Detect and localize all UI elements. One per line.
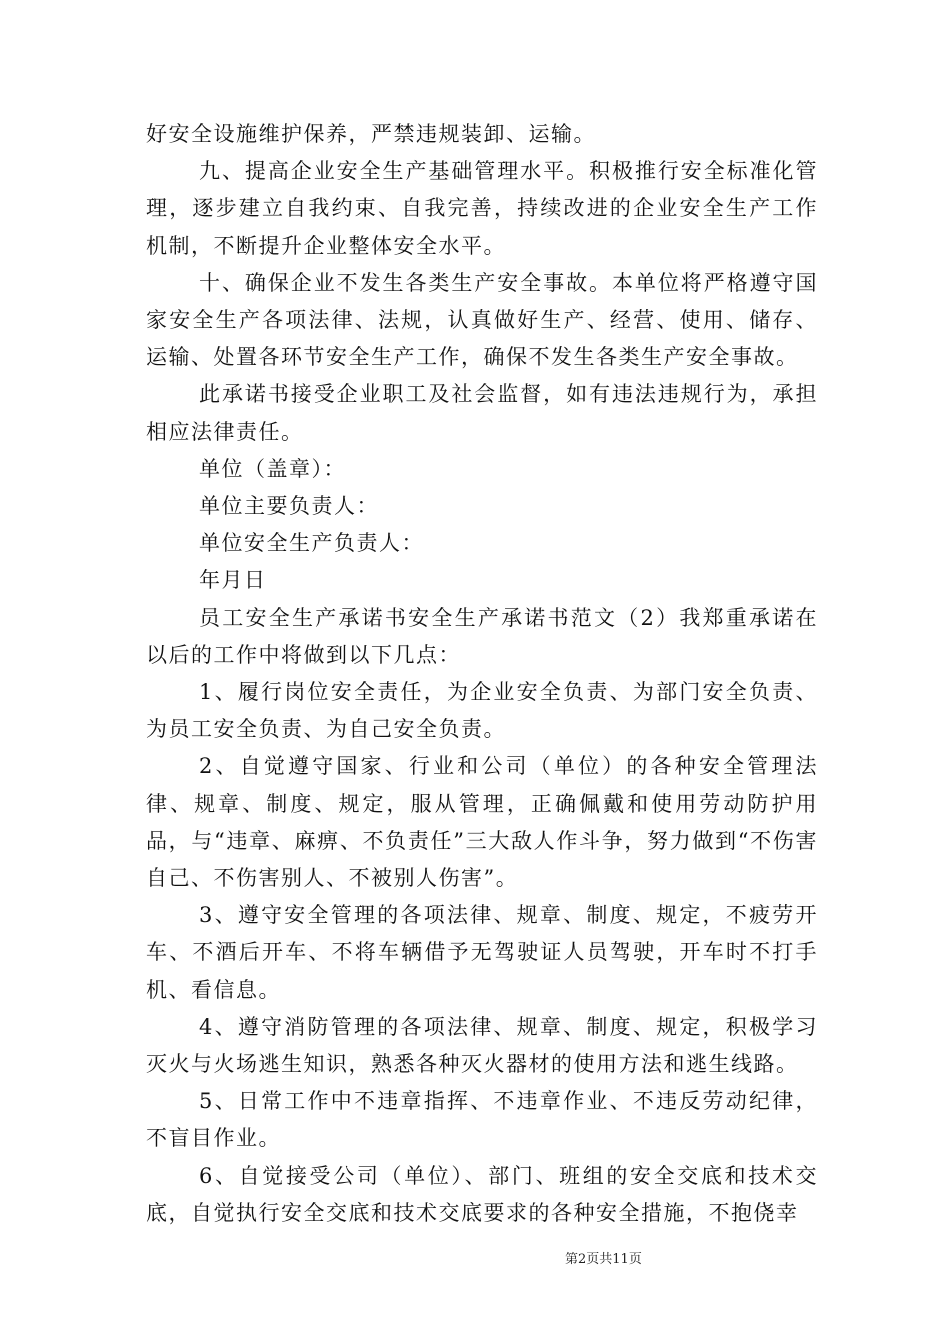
signature-unit-seal: 单位（盖章）： [199,456,346,481]
signature-principal: 单位主要负责人： [199,494,379,519]
paragraph-item-4: 4、遵守消防管理的各项法律、规章、制度、规定，积极学习灭火与火场逃生知识，熟悉各种灭火器材的使用方法和逃生线路。 [146,1014,818,1077]
signature-safety-principal: 单位安全生产负责人： [199,531,424,556]
paragraph-item-3: 3、遵守安全管理的各项法律、规章、制度、规定，不疲劳开车、不酒后开车、不将车辆借予无驾驶证人员驾驶，开车时不打手机、看信息。 [146,903,818,1002]
paragraph-4: 此承诺书接受企业职工及社会监督，如有违法违规行为，承担相应法律责任。 [146,382,818,444]
paragraph-item-1: 1、履行岗位安全责任，为企业安全负责、为部门安全负责、为员工安全负责、为自己安全负责。 [146,680,818,742]
paragraph-item-5: 5、日常工作中不违章指挥、不违章作业、不违反劳动纪律，不盲目作业。 [146,1089,818,1151]
paragraph-3: 十、确保企业不发生各类生产安全事故。本单位将严格遵守国家安全生产各项法律、法规，认真做好生产、经营、使用、储存、运输、处置各环节安全生产工作，确保不发生各类生产安全事故。 [146,270,818,370]
paragraph-1: 好安全设施维护保养，严禁违规装卸、运输。 [146,122,596,146]
signature-date: 年月日 [199,568,267,593]
page-number-footer: 第2页共11页 [565,1252,642,1267]
paragraph-item-6: 6、自觉接受公司（单位）、部门、班组的安全交底和技术交底，自觉执行安全交底和技术交底要求的各种安全措施，不抱侥幸 [146,1163,818,1225]
paragraph-item-2: 2、自觉遵守国家、行业和公司（单位）的各种安全管理法律、规章、制度、规定，服从管理，正确佩戴和使用劳动防护用品，与“违章、麻痹、不负责任”三大敌人作斗争，努力做到“不伤害自己、不伤害别人、不被别人伤害”。 [146,754,818,891]
document-body [146,116,818,1232]
paragraph-2: 九、提高企业安全生产基础管理水平。积极推行安全标准化管理，逐步建立自我约束、自我完善，持续改进的企业安全生产工作机制，不断提升企业整体安全水平。 [146,159,818,258]
paragraph-title-2: 员工安全生产承诺书安全生产承诺书范文（2）我郑重承诺在以后的工作中将做到以下几点： [146,605,818,667]
